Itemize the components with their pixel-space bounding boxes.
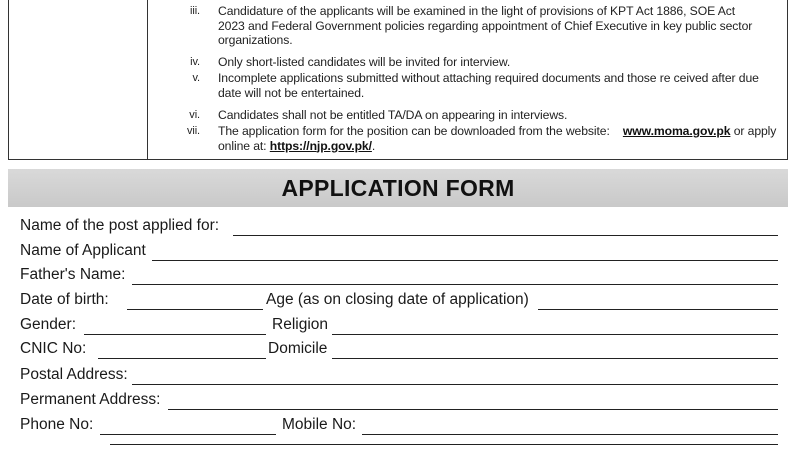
field-row-permanent [20, 391, 778, 413]
instruction-text: Incomplete applications submitted without attaching required documents and those re ceived after due date will not be entertained. [218, 71, 759, 100]
instruction-number: vii. [186, 125, 200, 137]
field-row-partial [20, 440, 778, 462]
permanent-input-line[interactable] [168, 409, 778, 410]
online-apply-link[interactable]: https://njp.gov.pk/ [269, 138, 372, 153]
instruction-text-part: . [371, 138, 376, 153]
postal-label: Postal Address: [20, 366, 128, 383]
table-column-divider [147, 0, 148, 159]
age-input-line[interactable] [538, 309, 778, 310]
field-row-phone [20, 416, 778, 438]
applicant-input-line[interactable] [152, 260, 778, 261]
phone-input-line[interactable] [100, 434, 276, 435]
father-input-line[interactable] [132, 284, 778, 285]
instruction-number: vi. [189, 109, 200, 121]
instruction-text: Candidates shall not be entitled TA/DA on appearing in interviews. [218, 108, 568, 122]
post-label: Name of the post applied for: [20, 217, 220, 234]
instruction-number: iii. [190, 5, 200, 17]
cnic-label: CNIC No: [20, 340, 87, 357]
gender-label: Gender: [20, 316, 77, 333]
dob-label: Date of birth: [20, 291, 109, 308]
applicant-label: Name of Applicant [20, 242, 146, 259]
phone-label: Phone No: [20, 416, 94, 433]
form-title-banner [8, 169, 788, 207]
dob-input-line[interactable] [127, 309, 263, 310]
instruction-number: v. [192, 72, 200, 84]
field-row-cnic [20, 340, 778, 362]
father-label: Father's Name: [20, 266, 126, 283]
religion-label: Religion [272, 316, 329, 333]
form-title: APPLICATION FORM [281, 174, 515, 201]
instruction-text: Only short-listed candidates will be invited for interview. [218, 55, 511, 69]
field-row-postal [20, 366, 778, 388]
domicile-input-line[interactable] [332, 358, 778, 359]
instruction-text-part: or apply online at: [218, 124, 777, 153]
field-row-dob [20, 291, 778, 313]
instruction-number: iv. [190, 56, 200, 68]
age-label: Age (as on closing date of application) [266, 291, 529, 308]
field-row-gender [20, 316, 778, 338]
mobile-input-line[interactable] [362, 434, 778, 435]
cnic-input-line[interactable] [98, 358, 266, 359]
field-row-post [20, 217, 778, 239]
website-link[interactable]: www.moma.gov.pk [622, 124, 731, 138]
instruction-text: Candidature of the applicants will be examined in the light of provisions of KPT Act 1886, SOE Act 2023 and Federal Government policies regarding appointment of Chief Executive in key public sector organizations. [218, 4, 753, 47]
permanent-label: Permanent Address: [20, 391, 161, 408]
instruction-text [218, 124, 778, 153]
post-input-line[interactable] [233, 235, 778, 236]
domicile-label: Domicile [268, 340, 328, 357]
field-row-father [20, 266, 778, 288]
postal-input-line[interactable] [132, 384, 778, 385]
gender-input-line[interactable] [84, 334, 266, 335]
field-row-applicant [20, 242, 778, 264]
instruction-text-part: The application form for the position can be downloaded from the website: [218, 124, 610, 138]
religion-input-line[interactable] [332, 334, 778, 335]
mobile-label: Mobile No: [282, 416, 357, 433]
